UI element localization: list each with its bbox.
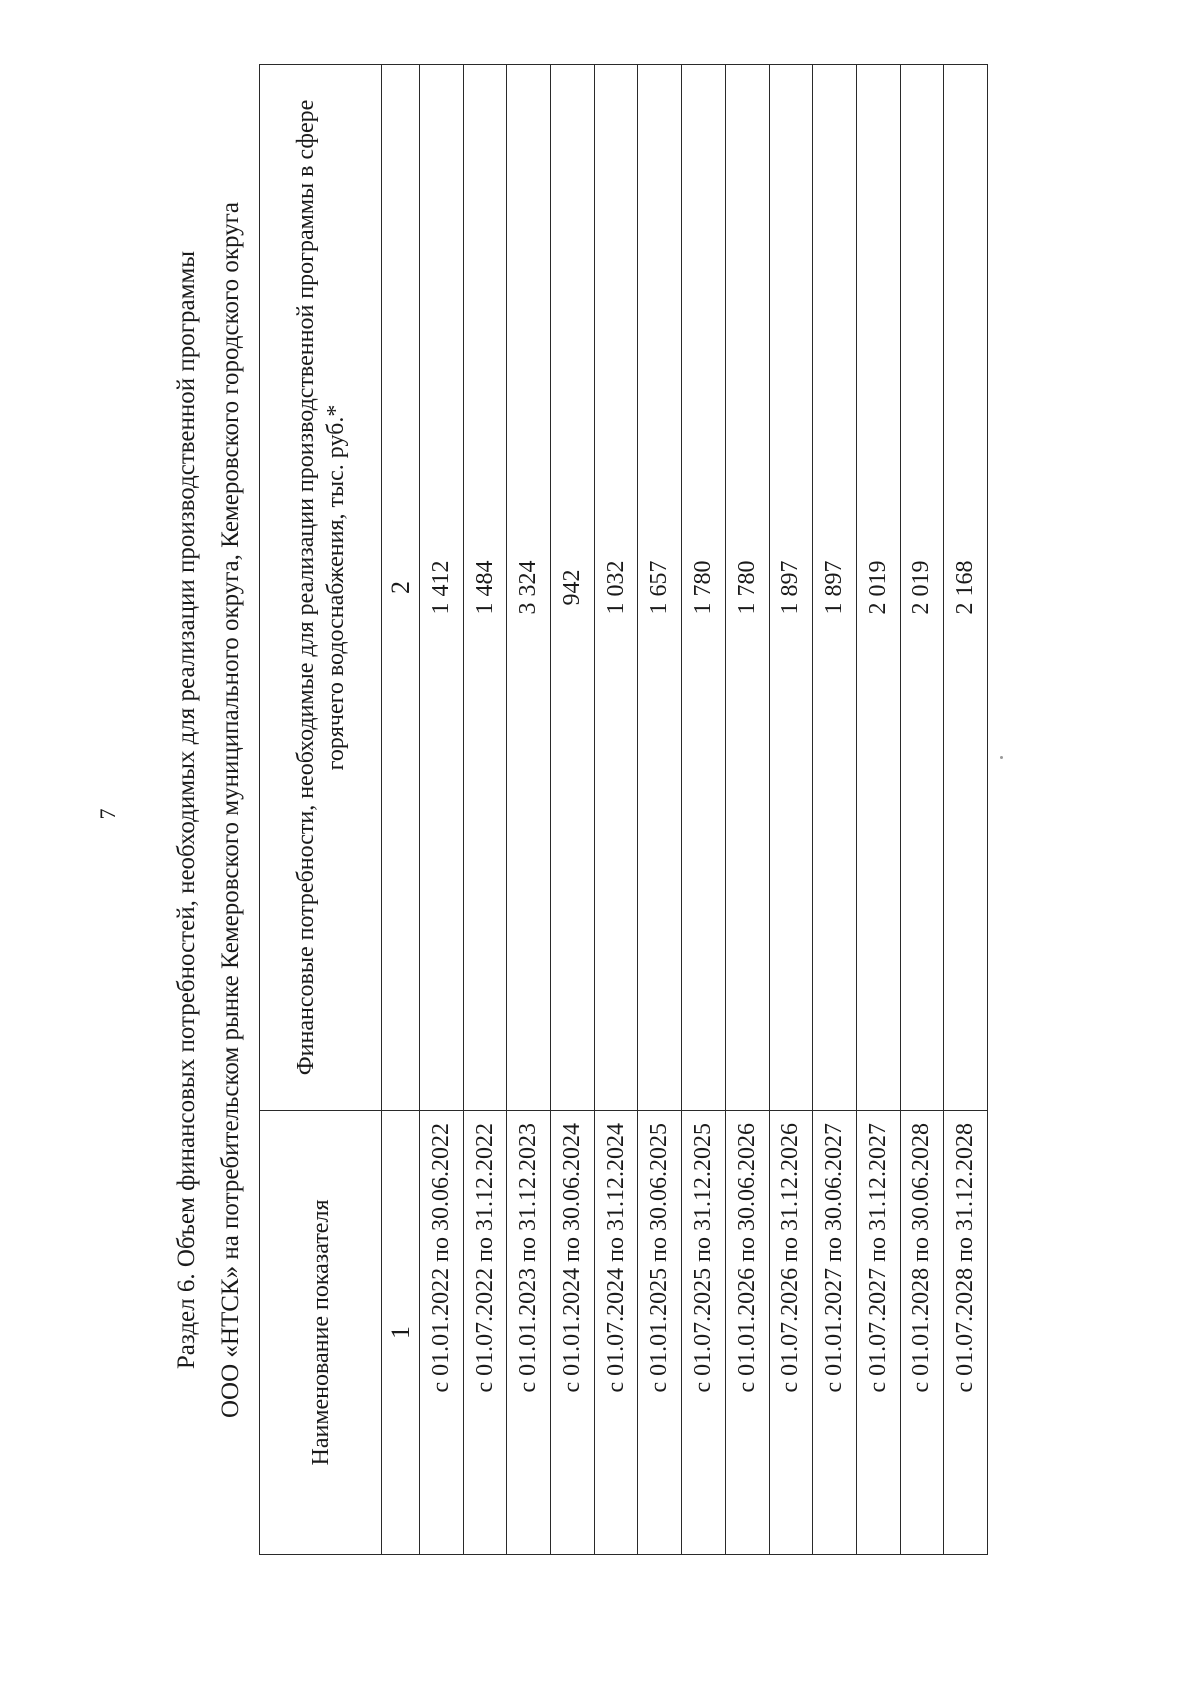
section-title-line-1: Раздел 6. Объем финансовых потребностей, необходимых для реализации производственной программы [173,250,200,1370]
table-row [856,65,900,1555]
table-row [682,65,726,1555]
value-cell: 3 324 [507,65,551,1111]
page-number: 7 [95,808,120,820]
period-cell: с 01.01.2024 по 30.06.2024 [551,1111,595,1555]
value-cell: 2 019 [856,65,900,1111]
period-cell: с 01.01.2028 по 30.06.2028 [900,1111,944,1555]
value-cell: 942 [551,65,595,1111]
period-cell: с 01.01.2022 по 30.06.2022 [420,1111,464,1555]
value-cell: 2 168 [944,65,988,1111]
rotated-document-content [163,65,1033,1555]
value-cell: 1 897 [813,65,857,1111]
header-indicator-name: Наименование показателя [260,1111,382,1555]
table-row [900,65,944,1555]
period-cell: с 01.01.2023 по 31.12.2023 [507,1111,551,1555]
table-row [507,65,551,1555]
column-number-2: 2 [382,65,420,1111]
period-cell: с 01.07.2028 по 31.12.2028 [944,1111,988,1555]
period-cell: с 01.01.2026 по 30.06.2026 [725,1111,769,1555]
table-row [463,65,507,1555]
value-cell: 1 780 [725,65,769,1111]
period-cell: с 01.07.2025 по 31.12.2025 [682,1111,726,1555]
table-row [551,65,595,1555]
header-financial-needs: Финансовые потребности, необходимые для реализации производственной программы в сфере горячего водоснабжения, тыс. руб.* [260,65,382,1111]
value-cell: 1 657 [638,65,682,1111]
value-cell: 1 780 [682,65,726,1111]
table-row [769,65,813,1555]
value-cell: 1 412 [420,65,464,1111]
value-cell: 2 019 [900,65,944,1111]
table-row [638,65,682,1555]
table-row [420,65,464,1555]
period-cell: с 01.07.2027 по 31.12.2027 [856,1111,900,1555]
table-row [725,65,769,1555]
period-cell: с 01.07.2026 по 31.12.2026 [769,1111,813,1555]
value-cell: 1 897 [769,65,813,1111]
period-cell: с 01.07.2022 по 31.12.2022 [463,1111,507,1555]
value-cell: 1 484 [463,65,507,1111]
value-cell: 1 032 [594,65,638,1111]
table-body [420,65,988,1555]
period-cell: с 01.07.2024 по 31.12.2024 [594,1111,638,1555]
section-title-line-2: ООО «НТСК» на потребительском рынке Кемеровского муниципального округа, Кемеровского городского округа [217,201,244,1419]
section-title [163,65,259,1555]
table-row [813,65,857,1555]
period-cell: с 01.01.2025 по 30.06.2025 [638,1111,682,1555]
column-number-1: 1 [382,1111,420,1555]
financial-needs-table [259,64,988,1555]
table-header-row [260,65,382,1555]
table-row [944,65,988,1555]
table-row [594,65,638,1555]
column-number-row [382,65,420,1555]
period-cell: с 01.01.2027 по 30.06.2027 [813,1111,857,1555]
